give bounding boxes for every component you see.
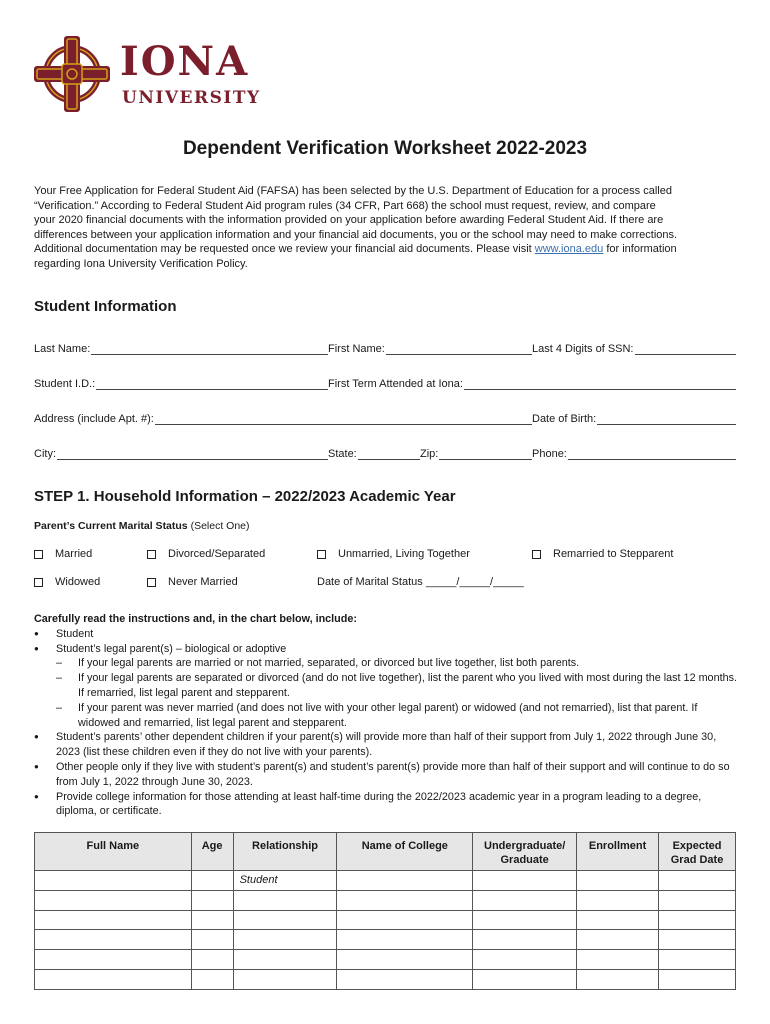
header-relationship: Relationship — [233, 833, 337, 871]
table-cell[interactable] — [473, 890, 577, 910]
table-cell[interactable] — [35, 910, 192, 930]
address-row — [34, 409, 736, 425]
checkbox-label: Widowed — [55, 576, 101, 588]
table-cell[interactable] — [35, 969, 192, 989]
field-label: Address (include Apt. #): — [34, 413, 154, 425]
list-item: ● Student’s legal parent(s) – biological or adoptive — [34, 642, 738, 657]
header-expected-grad-date: Expected Grad Date — [659, 833, 736, 871]
table-cell[interactable] — [35, 871, 192, 891]
checkbox-box[interactable] — [532, 550, 541, 559]
household-table — [34, 832, 736, 990]
checkbox-box[interactable] — [317, 550, 326, 559]
date-of-marital-status-label: Date of Marital Status _____/_____/_____ — [317, 576, 524, 588]
field-line[interactable] — [155, 413, 532, 425]
table-cell[interactable] — [577, 871, 659, 891]
name-row — [34, 339, 736, 355]
table-cell[interactable] — [191, 950, 233, 970]
field-label: Last 4 Digits of SSN: — [532, 343, 634, 355]
iona-website-link[interactable]: www.iona.edu — [534, 243, 604, 256]
checkbox-box[interactable] — [147, 550, 156, 559]
instructions-lead: Carefully read the instructions and, in the chart below, include: — [34, 613, 357, 625]
intro-line: differences between your application information and your financial aid documents, you or the school may need to make corrections. — [34, 228, 678, 241]
ssn-field[interactable] — [532, 343, 736, 355]
table-cell[interactable] — [659, 969, 736, 989]
intro-text: for information — [603, 243, 677, 256]
field-line[interactable] — [439, 448, 532, 460]
intro-line: regarding Iona University Verification Policy. — [34, 257, 248, 270]
marital-status-title: Parent’s Current Marital Status — [34, 520, 188, 532]
table-cell[interactable] — [577, 890, 659, 910]
table-cell[interactable] — [337, 969, 473, 989]
list-item: ● Student — [34, 627, 738, 642]
checkbox-label: Divorced/Separated — [168, 548, 266, 560]
table-row — [35, 871, 736, 891]
intro-text: Additional documentation may be requested once we review your financial aid documents. Please visit — [34, 243, 535, 256]
table-cell[interactable] — [35, 950, 192, 970]
checkbox-remarried-to-stepparent[interactable] — [532, 548, 673, 560]
list-item: ● Student’s parents’ other dependent children if your parent(s) will provide more than half of their support from July 1, 2022 through June 30, 2023 (list these children even if they do not live with your parents). — [34, 730, 738, 760]
checkbox-box[interactable] — [147, 578, 156, 587]
header-full-name: Full Name — [35, 833, 192, 871]
date-of-marital-status-field[interactable] — [317, 576, 524, 588]
instructions-list — [34, 627, 738, 819]
table-cell[interactable] — [337, 930, 473, 950]
header-age: Age — [191, 833, 233, 871]
field-label: State: — [328, 448, 357, 460]
table-cell[interactable] — [191, 890, 233, 910]
table-cell[interactable] — [191, 930, 233, 950]
list-subitem: – If your legal parents are married or not married, separated, or divorced but live together, list both parents. — [34, 656, 738, 671]
field-line[interactable] — [568, 448, 736, 460]
field-line[interactable] — [358, 448, 420, 460]
city-field[interactable] — [34, 448, 328, 460]
field-label: First Name: — [328, 343, 385, 355]
table-cell[interactable] — [473, 871, 577, 891]
first-term-field[interactable] — [328, 378, 736, 390]
state-field[interactable] — [328, 448, 420, 460]
table-cell[interactable] — [191, 910, 233, 930]
table-cell[interactable] — [233, 910, 337, 930]
table-cell[interactable] — [659, 910, 736, 930]
intro-line: “Verification.” According to Federal Student Aid program rules (34 CFR, Part 668) the school must request, review, and compare — [34, 199, 656, 212]
table-row — [35, 930, 736, 950]
id-row — [34, 374, 736, 390]
field-label: Zip: — [420, 448, 439, 460]
checkbox-label: Unmarried, Living Together — [338, 548, 470, 560]
marital-status-note: (Select One) — [187, 520, 250, 532]
table-row — [35, 890, 736, 910]
relationship-student-cell: Student — [233, 871, 337, 891]
table-cell[interactable] — [337, 910, 473, 930]
iona-logo — [34, 34, 261, 114]
checkbox-box[interactable] — [34, 550, 43, 559]
table-row — [35, 910, 736, 930]
marital-status-label — [34, 520, 250, 532]
zip-field[interactable] — [420, 448, 532, 460]
table-row — [35, 950, 736, 970]
table-cell[interactable] — [233, 969, 337, 989]
list-item: ● Other people only if they live with student’s parent(s) and student’s parent(s) provide more than half of their support and will continue to do so from July 1, 2022 through June 30, 2023. — [34, 760, 738, 790]
table-cell[interactable] — [337, 871, 473, 891]
table-header-row — [35, 833, 736, 871]
page-title: Dependent Verification Worksheet 2022-2023 — [182, 138, 588, 159]
field-label: City: — [34, 448, 56, 460]
checkbox-label: Remarried to Stepparent — [553, 548, 674, 560]
step1-heading: STEP 1. Household Information – 2022/2023 Academic Year — [34, 488, 456, 505]
checkbox-label: Married — [55, 548, 93, 560]
table-cell[interactable] — [337, 950, 473, 970]
city-row — [34, 444, 736, 460]
table-cell[interactable] — [659, 950, 736, 970]
dob-field[interactable] — [532, 413, 736, 425]
list-subitem: – If your legal parents are separated or divorced (and do not live together), list the parent who you lived with most during the last 12 months. If remarried, list legal parent and stepparent. — [34, 671, 738, 701]
checkbox-widowed[interactable] — [34, 576, 100, 588]
list-item: ● Provide college information for those attending at least half-time during the 2022/2023 academic year in a program leading to a degree, diploma, or certificate. — [34, 790, 738, 820]
address-field[interactable] — [34, 413, 532, 425]
table-cell[interactable] — [473, 969, 577, 989]
table-cell[interactable] — [659, 871, 736, 891]
iona-celtic-cross-icon — [34, 34, 110, 114]
phone-field[interactable] — [532, 448, 736, 460]
table-cell[interactable] — [473, 910, 577, 930]
checkbox-unmarried-living-together[interactable] — [317, 548, 470, 560]
table-cell[interactable] — [577, 930, 659, 950]
field-line[interactable] — [91, 343, 328, 355]
intro-line: Your Free Application for Federal Student Aid (FAFSA) has been selected by the U.S. Department of Education for a process called — [34, 185, 672, 197]
header-enrollment: Enrollment — [577, 833, 659, 871]
table-cell[interactable] — [659, 930, 736, 950]
logo-wordmark-iona: IONA — [120, 38, 250, 85]
last-name-field[interactable] — [34, 343, 328, 355]
field-line[interactable] — [57, 448, 328, 460]
intro-paragraph — [34, 184, 738, 272]
field-label: Last Name: — [34, 343, 91, 355]
field-line[interactable] — [464, 378, 736, 390]
checkbox-label: Never Married — [168, 576, 238, 588]
table-row — [35, 969, 736, 989]
field-label: Date of Birth: — [532, 413, 597, 425]
checkbox-never-married[interactable] — [147, 576, 238, 588]
first-name-field[interactable] — [328, 343, 532, 355]
table-cell[interactable] — [233, 890, 337, 910]
table-cell[interactable] — [191, 871, 233, 891]
intro-line: your 2020 financial documents with the information provided on your application before awarding Federal Student Aid. If there are — [34, 214, 664, 227]
table-cell[interactable] — [35, 890, 192, 910]
list-subitem: – If your parent was never married (and does not live with your other legal parent) or widowed (and not remarried), list that parent. If widowed and remarried, list legal parent and stepparent. — [34, 701, 738, 731]
instructions — [34, 612, 738, 819]
header-name-of-college: Name of College — [337, 833, 473, 871]
table-cell[interactable] — [473, 930, 577, 950]
intro-line — [34, 242, 738, 257]
table-cell[interactable] — [577, 910, 659, 930]
header-undergraduate-graduate: Undergraduate/ Graduate — [473, 833, 577, 871]
student-info-heading: Student Information — [34, 298, 177, 315]
checkbox-divorced-separated[interactable] — [147, 548, 265, 560]
checkbox-married[interactable] — [34, 548, 92, 560]
logo-wordmark-university: UNIVERSITY — [122, 88, 261, 108]
table-cell[interactable] — [191, 969, 233, 989]
field-label: Student I.D.: — [34, 378, 96, 390]
table-cell[interactable] — [233, 930, 337, 950]
field-line[interactable] — [386, 343, 532, 355]
field-line[interactable] — [96, 378, 328, 390]
table-cell[interactable] — [35, 930, 192, 950]
table-cell[interactable] — [577, 950, 659, 970]
field-line[interactable] — [635, 343, 737, 355]
field-label: Phone: — [532, 448, 567, 460]
checkbox-box[interactable] — [34, 578, 43, 587]
field-line[interactable] — [597, 413, 736, 425]
student-id-field[interactable] — [34, 378, 328, 390]
table-cell[interactable] — [659, 890, 736, 910]
table-cell[interactable] — [577, 969, 659, 989]
table-cell[interactable] — [233, 950, 337, 970]
field-label: First Term Attended at Iona: — [328, 378, 463, 390]
table-cell[interactable] — [473, 950, 577, 970]
table-cell[interactable] — [337, 890, 473, 910]
